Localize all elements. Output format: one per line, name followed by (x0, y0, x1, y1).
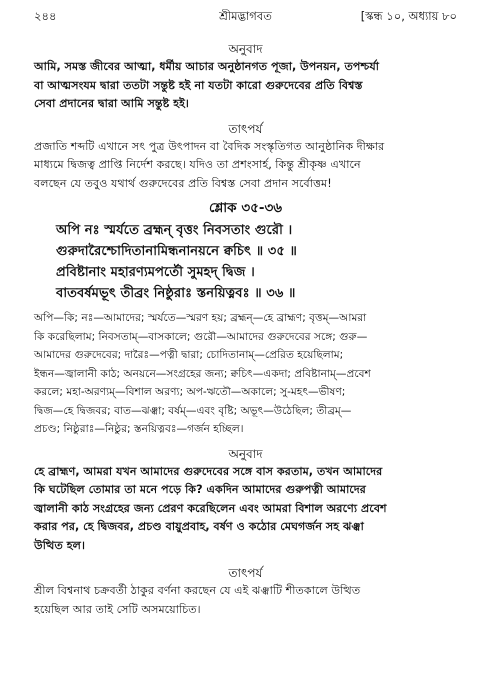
text-line: উত্থিত হল। (34, 538, 85, 552)
purport-section-2 (34, 564, 457, 619)
purport-text (34, 582, 457, 619)
page-body (34, 40, 457, 619)
text-line: অপি—কি; নঃ—আমাদের; স্মর্যতে—স্মরণ হয়; ব্রহ্মন্—হে ব্রাহ্মণ; বৃত্তম্—আমরা (34, 312, 367, 324)
canto-chapter: [স্কন্ধ ১০, অধ্যায় ৮০ (360, 9, 457, 23)
purport-heading: তাৎপর্য (228, 121, 263, 136)
text-line: আমি, সমস্ত জীবের আত্মা, ধর্মীয় আচার অনুষ্ঠানগত পূজা, উপনয়ন, তপশ্চর্যা (34, 60, 380, 73)
text-line: জ্বালানী কাঠ সংগ্রহের জন্য প্রেরণ করেছিলেন এবং আমরা বিশাল অরণ্যে প্রবেশ (34, 501, 387, 515)
translation-text (34, 463, 457, 556)
text-line: করলে; মহা-অরণ্যম্—বিশাল অরণ্য; অপ-ঋতৌ—অকালে; সু-মহৎ—ভীষণ; (34, 386, 346, 398)
text-line: দ্বিজ—হে দ্বিজবর; বাত—ঝঞ্ঝা; বর্ষম্—এবং বৃষ্টি; অভূৎ—উঠেছিল; তীব্রম্— (34, 404, 352, 417)
text-line: আমাদের গুরুদেবের; দারৈঃ—পত্নী দ্বারা; চোদিতানাম্—প্রেরিত হয়েছিলাম; (34, 349, 344, 361)
translation-section-2 (34, 445, 457, 556)
synonyms-text (34, 309, 457, 439)
page-number: ২৪৪ (34, 9, 57, 23)
synonyms-section (34, 309, 457, 439)
text-line: হয়েছিল আর তাই সেটি অসময়োচিত। (34, 602, 201, 616)
text-line: বলছেন যে তবুও যথার্থ গুরুদেবের প্রতি বিশ্বস্ত সেবা প্রদান সর্বোত্তম! (34, 176, 332, 190)
verse-heading: শ্লোক ৩৫-৩৬ (208, 200, 283, 216)
purport-heading: তাৎপর্য (228, 566, 263, 580)
text-line: শ্রীল বিশ্বনাথ চক্রবর্তী ঠাকুর বর্ণনা করছেন যে এই ঝঞ্ঝাটি শীতকালে উত্থিত (34, 584, 361, 597)
verse-line: প্রবিষ্টানাং মহারণ্যমপর্তৌ সুমহদ্ দ্বিজ । (56, 265, 255, 280)
verse-line: বাতবর্ষমভূৎ তীব্রং নিষ্ঠুরাঃ স্তনয়িত্নবঃ ॥ ৩৬ ॥ (56, 286, 296, 301)
text-line: ইন্ধন—জ্বালানী কাঠ; অনয়নে—সংগ্রহের জন্য; ক্বচিৎ—একদা; প্রবিষ্টানাম্—প্রবেশ (34, 367, 371, 380)
text-line: করার পর, হে দ্বিজবর, প্রচণ্ড বায়ুপ্রবাহ, বর্ষণ ও কঠোর মেঘগর্জন সহ ঝঞ্ঝা (34, 520, 364, 533)
verse-section (34, 199, 457, 304)
verse-line: অপি নঃ স্মর্যতে ব্রহ্মন্ বৃত্তং নিবসতাং গুরৌ । (56, 223, 293, 238)
purport-section-1 (34, 120, 457, 194)
book-title: শ্রীমদ্ভাগবত (219, 9, 272, 23)
text-line: প্রচণ্ড; নিষ্ঠুরাঃ—নিষ্ঠুর; স্তনয়িত্নবঃ—গর্জন হচ্ছিল। (34, 423, 244, 435)
translation-section-1 (34, 40, 457, 114)
text-line: কি ঘটেছিল তোমার তা মনে পড়ে কি? একদিন আমাদের গুরুপত্নী আমাদের (34, 483, 366, 496)
text-line: সেবা প্রদানের দ্বারা আমি সন্তুষ্ট হই। (34, 97, 189, 110)
translation-text (34, 58, 457, 114)
translation-heading: অনুবাদ (228, 42, 263, 56)
translation-heading: অনুবাদ (228, 446, 263, 461)
verse-line: গুরুদারৈশ্চোদিতানামিন্ধনানয়নে ক্বচিৎ ॥ ৩৫ ॥ (56, 244, 297, 259)
text-line: মাধ্যমে দ্বিজত্ব প্রাপ্তি নির্দেশ করছে। যদিও তা প্রশংসার্হ, কিন্তু শ্রীকৃষ্ণ এখানে (34, 158, 361, 171)
text-line: প্রজাতি শব্দটি এখানে সৎ পুত্র উৎপাদন বা বৈদিক সংস্কৃতিগত আনুষ্ঠানিক দীক্ষার (34, 139, 385, 153)
running-header (34, 8, 457, 26)
text-line: কি করেছিলাম; নিবসতাম্—বাসকালে; গুরৌ—আমাদের গুরুদেবের সঙ্গে; গুরু— (34, 330, 368, 343)
purport-text (34, 138, 457, 194)
text-line: বা আত্মসংযম দ্বারা ততটা সন্তুষ্ট হই না যতটা কারো গুরুদেবের প্রতি বিশ্বস্ত (34, 78, 363, 92)
text-line: হে ব্রাহ্মণ, আমরা যখন আমাদের গুরুদেবের সঙ্গে বাস করতাম, তখন আমাদের (34, 464, 383, 478)
